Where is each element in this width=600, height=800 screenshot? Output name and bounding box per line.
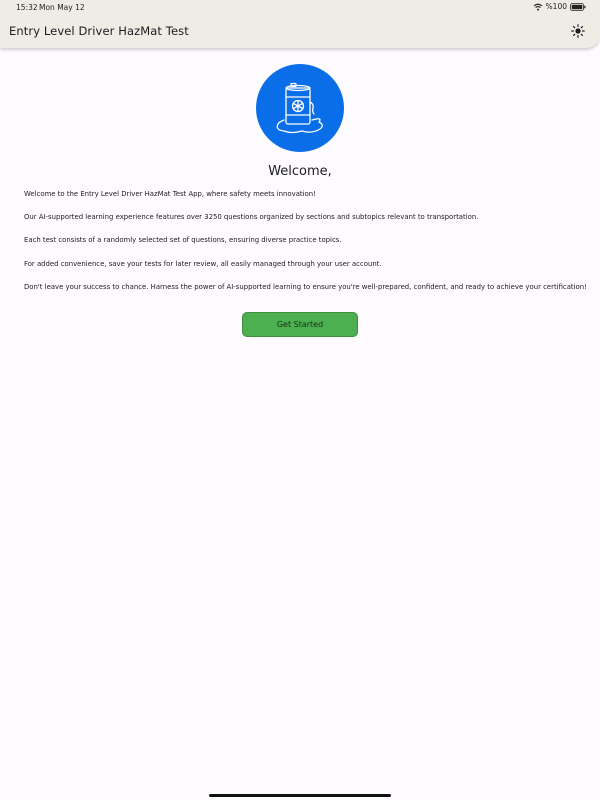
sun-icon xyxy=(571,24,585,38)
app-logo xyxy=(256,64,344,152)
wifi-icon xyxy=(533,3,543,11)
welcome-paragraph: Welcome to the Entry Level Driver HazMat Test App, where safety meets innovation! xyxy=(24,190,316,198)
app-bar xyxy=(0,14,600,48)
welcome-paragraph: For added convenience, save your tests for later review, all easily managed through your user account. xyxy=(24,260,382,268)
status-indicators xyxy=(533,2,586,11)
welcome-paragraph: Don't leave your success to chance. Harness the power of AI-supported learning to ensure you're well-prepared, confident, and ready to achieve your certification! xyxy=(24,283,587,291)
hazmat-barrel-spill-icon xyxy=(272,78,328,138)
home-indicator[interactable] xyxy=(209,794,391,797)
battery-icon xyxy=(570,3,586,11)
top-bar xyxy=(0,0,600,48)
app-title: Entry Level Driver HazMat Test xyxy=(9,24,189,38)
welcome-paragraph: Our AI-supported learning experience features over 3250 questions organized by sections and subtopics relevant to transportation. xyxy=(24,213,479,221)
welcome-paragraph: Each test consists of a randomly selected set of questions, ensuring diverse practice topics. xyxy=(24,236,342,244)
battery-percent: %100 xyxy=(545,2,567,11)
get-started-button[interactable]: Get Started xyxy=(242,312,358,337)
welcome-heading: Welcome, xyxy=(268,164,332,179)
status-bar xyxy=(0,0,600,14)
theme-toggle-button[interactable] xyxy=(570,23,586,39)
status-time: 15:32 xyxy=(16,3,38,12)
status-date: Mon May 12 xyxy=(39,3,85,12)
